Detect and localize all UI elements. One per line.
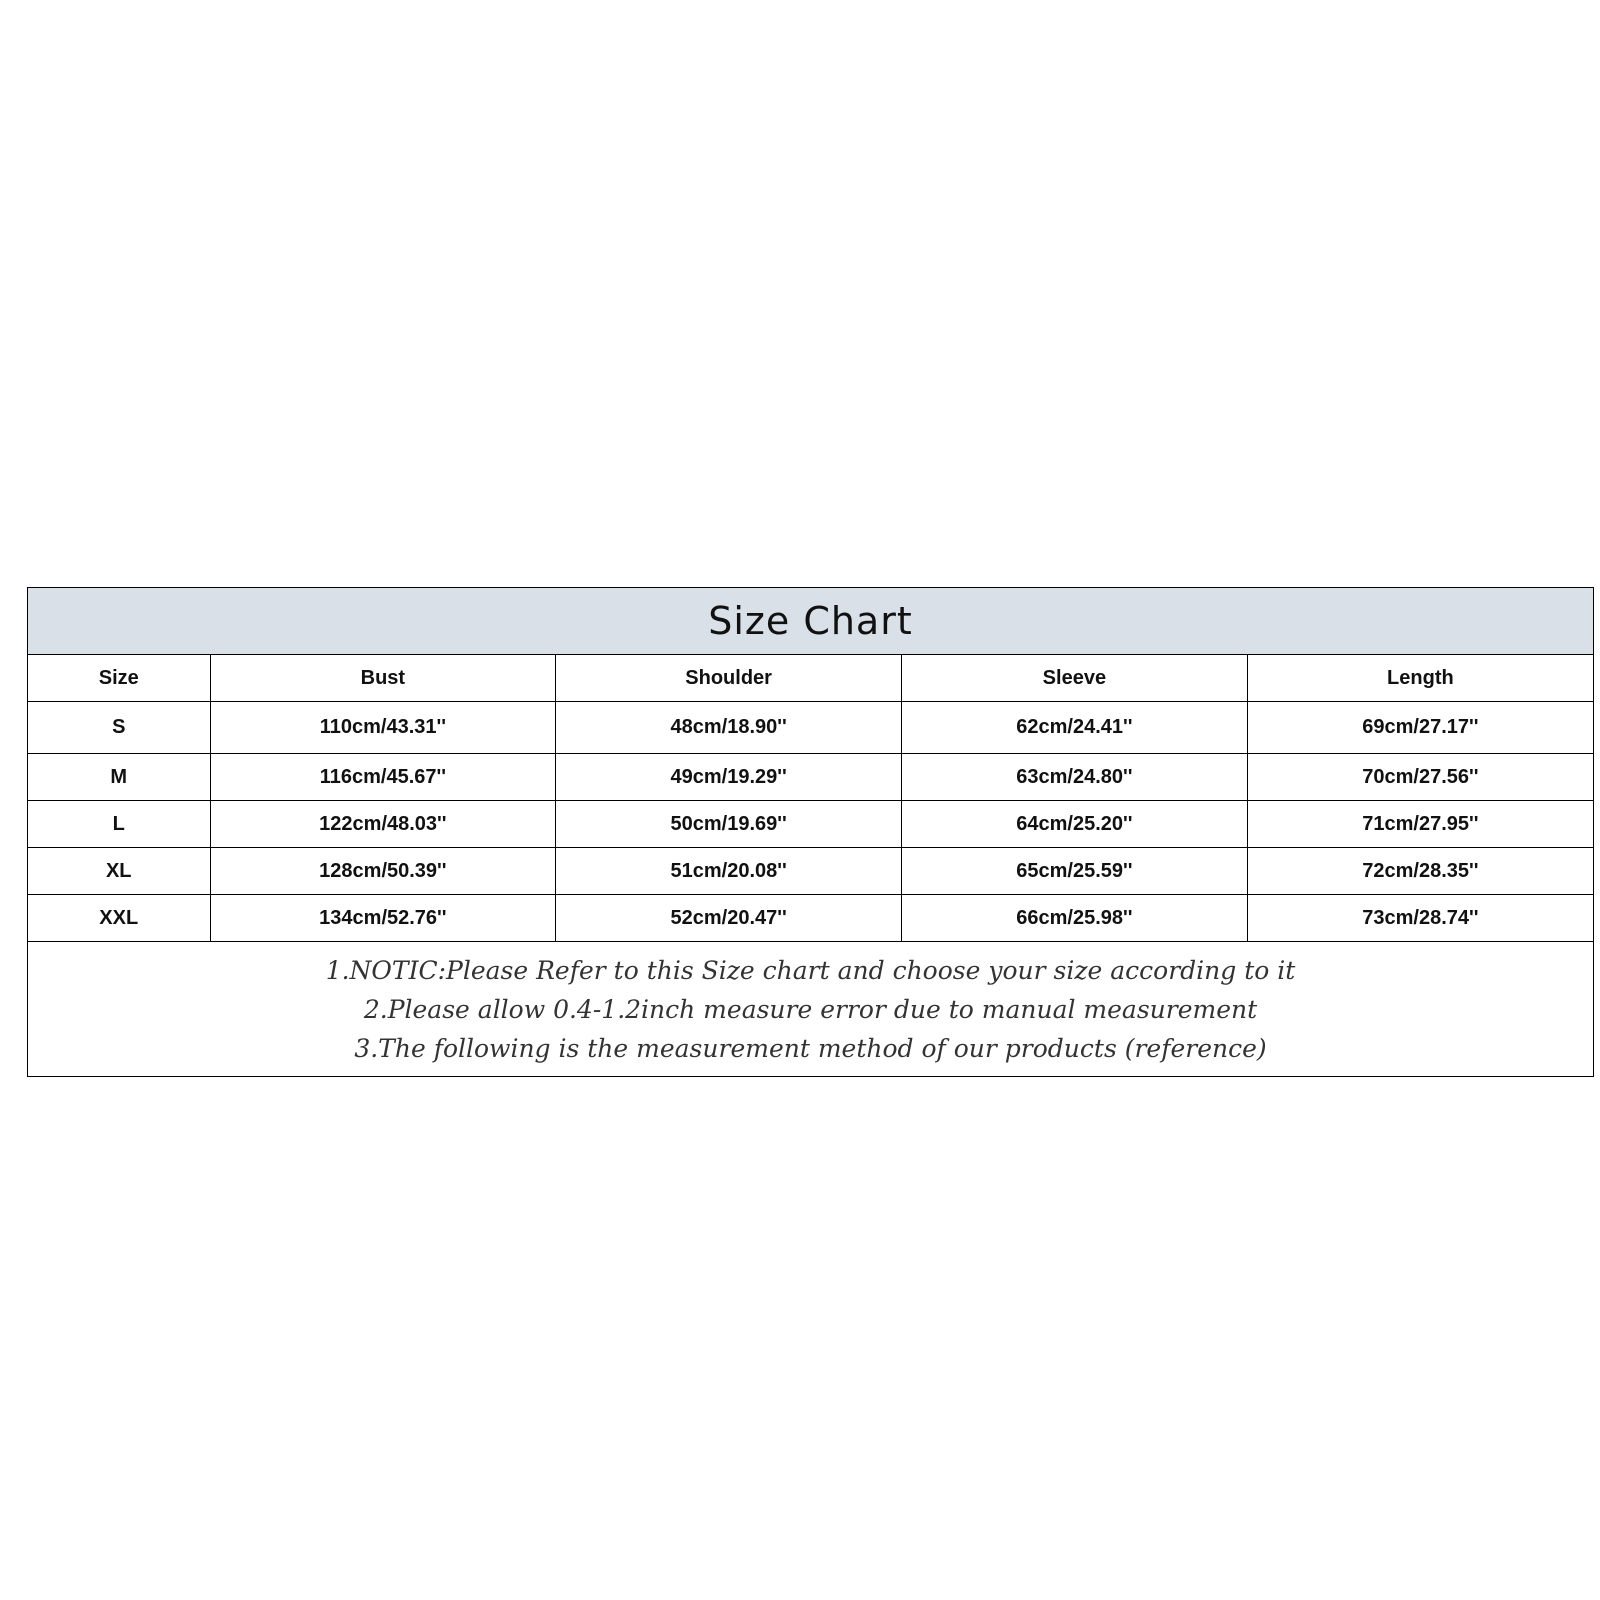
cell-size: XXL bbox=[28, 895, 210, 942]
header-size: Size bbox=[28, 655, 210, 702]
cell-size: S bbox=[28, 702, 210, 754]
note-line: 1.NOTIC:Please Refer to this Size chart and choose your size according to it bbox=[325, 955, 1296, 985]
cell-sleeve: 62cm/24.41'' bbox=[902, 702, 1248, 754]
header-bust: Bust bbox=[210, 655, 556, 702]
notes bbox=[28, 942, 1593, 1076]
table-row bbox=[28, 895, 1593, 942]
cell-length: 72cm/28.35'' bbox=[1247, 848, 1593, 895]
cell-bust: 110cm/43.31'' bbox=[210, 702, 556, 754]
header-row bbox=[28, 655, 1593, 702]
cell-length: 69cm/27.17'' bbox=[1247, 702, 1593, 754]
cell-shoulder: 48cm/18.90'' bbox=[556, 702, 902, 754]
cell-bust: 134cm/52.76'' bbox=[210, 895, 556, 942]
header-length: Length bbox=[1247, 655, 1593, 702]
cell-size: XL bbox=[28, 848, 210, 895]
table-row bbox=[28, 754, 1593, 801]
cell-bust: 116cm/45.67'' bbox=[210, 754, 556, 801]
cell-shoulder: 51cm/20.08'' bbox=[556, 848, 902, 895]
size-chart bbox=[27, 587, 1594, 1077]
cell-sleeve: 66cm/25.98'' bbox=[902, 895, 1248, 942]
cell-sleeve: 63cm/24.80'' bbox=[902, 754, 1248, 801]
cell-sleeve: 64cm/25.20'' bbox=[902, 801, 1248, 848]
cell-bust: 122cm/48.03'' bbox=[210, 801, 556, 848]
table-row bbox=[28, 848, 1593, 895]
note-line: 2.Please allow 0.4-1.2inch measure error due to manual measurement bbox=[363, 994, 1258, 1024]
cell-shoulder: 52cm/20.47'' bbox=[556, 895, 902, 942]
header-shoulder: Shoulder bbox=[556, 655, 902, 702]
cell-length: 70cm/27.56'' bbox=[1247, 754, 1593, 801]
cell-bust: 128cm/50.39'' bbox=[210, 848, 556, 895]
cell-size: M bbox=[28, 754, 210, 801]
cell-shoulder: 50cm/19.69'' bbox=[556, 801, 902, 848]
note-line: 3.The following is the measurement method of our products (reference) bbox=[354, 1033, 1267, 1063]
cell-length: 71cm/27.95'' bbox=[1247, 801, 1593, 848]
size-table bbox=[28, 655, 1593, 942]
cell-size: L bbox=[28, 801, 210, 848]
header-sleeve: Sleeve bbox=[902, 655, 1248, 702]
cell-shoulder: 49cm/19.29'' bbox=[556, 754, 902, 801]
chart-title: Size Chart bbox=[28, 588, 1593, 655]
table-row bbox=[28, 801, 1593, 848]
table-row bbox=[28, 702, 1593, 754]
cell-sleeve: 65cm/25.59'' bbox=[902, 848, 1248, 895]
cell-length: 73cm/28.74'' bbox=[1247, 895, 1593, 942]
